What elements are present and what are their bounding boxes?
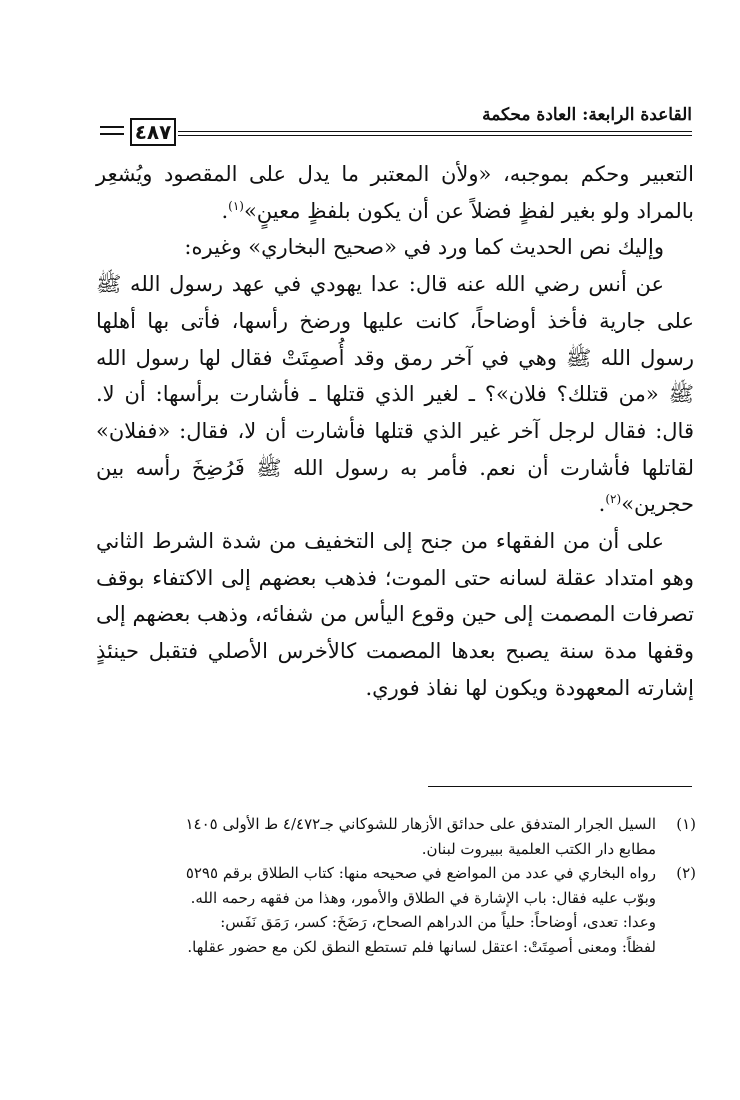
header-ornament	[100, 126, 124, 128]
footnote-line: مطابع دار الكتب العلمية ببيروت لبنان.	[421, 839, 656, 858]
paragraph-text: عن أنس رضي الله عنه قال: عدا يهودي في عهد رسول الله ﷺ على جارية فأخذ أوضاحاً، كانت عليها ورضخ رأسها، فأتى بها أهلها رسول الله ﷺ وهي في آخر رمق وقد أُصمِتَتْ فقال لها رسول الله ﷺ «من قتلك؟ فلان»؟ ـ لغير الذي قتلها ـ فأشارت برأسها: أن لا. قال: فقال لرجل آخر غير الذي قتلها فأشارت أن لا، فقال: «ففلان» لقاتلها فأشارت أن نعم. فأمر به رسول الله ﷺ فَرُضِخَ رأسه بين حجرين»	[96, 272, 694, 517]
footnote	[96, 812, 696, 861]
running-title: القاعدة الرابعة: العادة محكمة	[482, 105, 692, 125]
footnote-line: وعدا: تعدى، أوضاحاً: حلياً من الدراهم الصحاح، رَضَخَ: كسر، رَمَق نَفَس:	[220, 913, 656, 931]
paragraph-end: .	[221, 198, 229, 223]
footnote-line: السيل الجرار المتدفق على حدائق الأزهار للشوكاني جـ٤/٤٧٢ ط الأولى ١٤٠٥	[185, 815, 656, 833]
header-ornament	[100, 133, 124, 135]
paragraph-end: .	[598, 492, 606, 517]
footnote-text	[96, 861, 656, 959]
footnote-number: (١)	[676, 815, 696, 833]
page-header	[100, 104, 692, 144]
footnote-line: رواه البخاري في عدد من المواضع في صحيحه منها: كتاب الطلاق برقم ٥٢٩٥	[185, 864, 656, 882]
footnote-number: (٢)	[676, 864, 696, 882]
paragraph: وإليك نص الحديث كما ورد في «صحيح البخاري» وغيره:	[184, 235, 664, 260]
paragraph-text: التعبير وحكم بموجبه، «ولأن المعتبر ما يدل على المقصود ويُشعِر بالمراد ولو بغير لفظٍ فضلاً عن أن يكون بلفظٍ معينٍ»	[96, 162, 694, 223]
footnotes	[96, 812, 696, 959]
footnote-line: وبوّب عليه فقال: باب الإشارة في الطلاق والأمور، وهذا من فقهه رحمه الله.	[190, 888, 656, 907]
footnote-ref: (٢)	[605, 492, 622, 507]
paragraph	[96, 156, 694, 229]
footnote-ref: (١)	[228, 198, 244, 213]
main-text	[96, 156, 694, 707]
footnote-line: لفظاً: ومعنى أصمِتَتْ: اعتقل لسانها فلم تستطع النطق لكن مع حضور عقلها.	[187, 937, 656, 956]
footnote-text	[96, 812, 656, 861]
footnote	[96, 861, 696, 959]
paragraph: على أن من الفقهاء من جنح إلى التخفيف من شدة الشرط الثاني وهو امتداد عقلة لسانه حتى الموت؛ فذهب بعضهم إلى الاكتفاء بوقف تصرفات المصمت إلى حين وقوع اليأس من شفائه، وذهب بعضهم إلى وقفها مدة سنة يصبح بعدها المصمت كالأخرس الأصلي فتقبل حينئذٍ إشارته المعهودة ويكون لها نفاذ فوري.	[96, 529, 694, 700]
header-rule	[178, 131, 692, 132]
page-number: ٤٨٧	[130, 118, 176, 146]
footnote-separator	[428, 786, 692, 787]
header-rule	[178, 135, 692, 136]
hadith-paragraph	[96, 266, 694, 523]
